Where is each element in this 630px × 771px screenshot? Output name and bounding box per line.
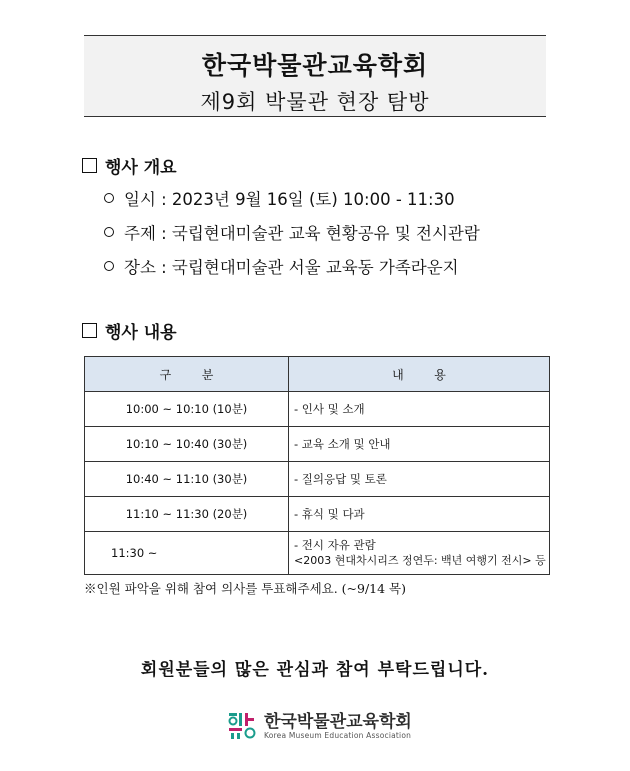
content-cell xyxy=(289,532,550,575)
table-row xyxy=(85,497,550,532)
closing-message: 회원분들의 많은 관심과 참여 부탁드립니다. xyxy=(140,660,490,680)
logo-english-name: Korea Museum Education Association xyxy=(264,730,412,740)
circle-bullet-icon xyxy=(104,261,114,271)
overview-heading-label: 행사 개요 xyxy=(105,158,177,178)
column-header-content: 내 용 xyxy=(289,357,550,392)
content-cell: - 인사 및 소개 xyxy=(289,392,550,427)
overview-item-date xyxy=(104,186,455,210)
square-icon xyxy=(82,323,97,338)
circle-bullet-icon xyxy=(104,227,114,237)
content-line: - 전시 자유 관람 xyxy=(294,538,376,552)
content-cell: - 교육 소개 및 안내 xyxy=(289,427,550,462)
schedule-table xyxy=(84,356,550,575)
time-cell: 11:30 ~ xyxy=(85,532,289,575)
time-cell: 10:00 ~ 10:10 (10분) xyxy=(85,392,289,427)
overview-item-text: 일시 : 2023년 9월 16일 (토) 10:00 - 11:30 xyxy=(124,190,455,209)
table-row xyxy=(85,532,550,575)
program-heading xyxy=(82,318,177,343)
program-heading-label: 행사 내용 xyxy=(105,323,177,343)
title-box xyxy=(84,35,546,117)
table-row xyxy=(85,462,550,497)
page-subtitle: 제9회 박물관 현장 탐방 xyxy=(200,90,430,114)
table-row xyxy=(85,427,550,462)
circle-bullet-icon xyxy=(104,193,114,203)
content-line: <2003 현대차시리즈 정연두: 백년 여행기 전시> 등 xyxy=(294,554,546,567)
overview-item-topic xyxy=(104,220,480,244)
logo-name: 한국박물관교육학회 xyxy=(264,711,412,732)
table-row xyxy=(85,392,550,427)
association-logo-icon xyxy=(228,712,258,740)
association-logo xyxy=(228,712,412,740)
overview-heading xyxy=(82,153,177,178)
overview-item-place xyxy=(104,254,459,278)
content-cell: - 휴식 및 다과 xyxy=(289,497,550,532)
overview-item-text: 주제 : 국립현대미술관 교육 현황공유 및 전시관람 xyxy=(124,224,480,243)
overview-item-text: 장소 : 국립현대미술관 서울 교육동 가족라운지 xyxy=(124,258,459,277)
vote-note: ※인원 파악을 위해 참여 의사를 투표해주세요. (~9/14 목) xyxy=(84,581,407,596)
time-cell: 10:10 ~ 10:40 (30분) xyxy=(85,427,289,462)
content-cell: - 질의응답 및 토론 xyxy=(289,462,550,497)
time-cell: 10:40 ~ 11:10 (30분) xyxy=(85,462,289,497)
column-header-category: 구 분 xyxy=(85,357,289,392)
page-title: 한국박물관교육학회 xyxy=(201,51,429,80)
square-icon xyxy=(82,158,97,173)
time-cell: 11:10 ~ 11:30 (20분) xyxy=(85,497,289,532)
